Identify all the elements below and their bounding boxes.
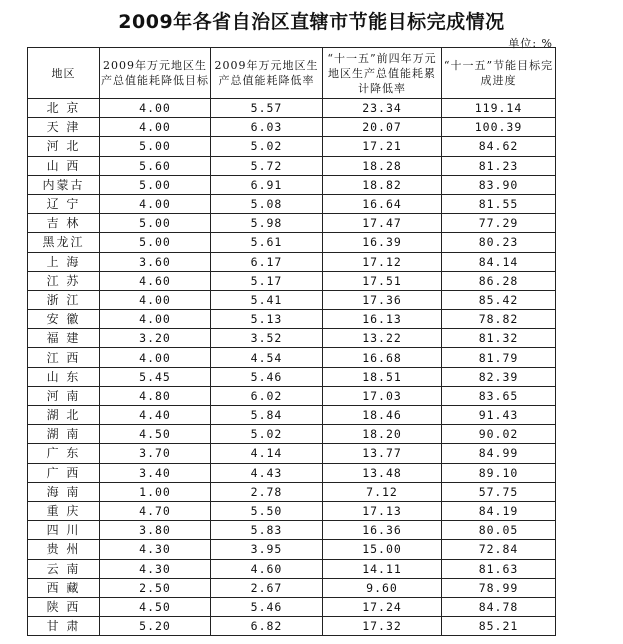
target-2009-cell: 1.00 [100, 482, 211, 501]
region-cell: 安 徽 [28, 310, 100, 329]
region-cell: 湖 北 [28, 406, 100, 425]
progress-cell: 90.02 [442, 425, 556, 444]
rate-2009-cell: 6.02 [211, 386, 323, 405]
table-row [28, 386, 556, 405]
table-row [28, 501, 556, 520]
region-cell: 广 东 [28, 444, 100, 463]
cumulative-rate-cell: 17.13 [323, 501, 442, 520]
target-2009-cell: 3.40 [100, 463, 211, 482]
target-2009-cell: 2.50 [100, 578, 211, 597]
progress-cell: 80.05 [442, 521, 556, 540]
table-row [28, 597, 556, 616]
table-row [28, 348, 556, 367]
rate-2009-cell: 5.08 [211, 194, 323, 213]
target-2009-cell: 4.50 [100, 425, 211, 444]
region-cell: 天 津 [28, 118, 100, 137]
cumulative-rate-cell: 20.07 [323, 118, 442, 137]
target-2009-cell: 4.30 [100, 559, 211, 578]
rate-2009-cell: 5.46 [211, 367, 323, 386]
region-cell: 福 建 [28, 329, 100, 348]
table-header-row [28, 48, 556, 99]
cumulative-rate-cell: 17.47 [323, 214, 442, 233]
region-cell: 河 北 [28, 137, 100, 156]
progress-cell: 91.43 [442, 406, 556, 425]
cumulative-rate-cell: 17.51 [323, 271, 442, 290]
target-2009-cell: 4.50 [100, 597, 211, 616]
target-2009-cell: 5.00 [100, 137, 211, 156]
progress-cell: 72.84 [442, 540, 556, 559]
progress-cell: 85.21 [442, 617, 556, 636]
rate-2009-cell: 5.61 [211, 233, 323, 252]
region-cell: 陕 西 [28, 597, 100, 616]
target-2009-cell: 4.70 [100, 501, 211, 520]
rate-2009-cell: 3.52 [211, 329, 323, 348]
progress-cell: 81.79 [442, 348, 556, 367]
target-2009-cell: 3.80 [100, 521, 211, 540]
target-2009-cell: 4.00 [100, 310, 211, 329]
cumulative-rate-cell: 17.24 [323, 597, 442, 616]
progress-cell: 84.78 [442, 597, 556, 616]
rate-2009-cell: 6.17 [211, 252, 323, 271]
target-2009-cell: 3.20 [100, 329, 211, 348]
progress-cell: 81.32 [442, 329, 556, 348]
rate-2009-cell: 6.91 [211, 175, 323, 194]
table-row [28, 118, 556, 137]
rate-2009-cell: 5.13 [211, 310, 323, 329]
cumulative-rate-cell: 13.22 [323, 329, 442, 348]
table-row [28, 463, 556, 482]
target-2009-cell: 4.00 [100, 99, 211, 118]
region-cell: 重 庆 [28, 501, 100, 520]
region-cell: 河 南 [28, 386, 100, 405]
table-row [28, 578, 556, 597]
progress-cell: 81.55 [442, 194, 556, 213]
cumulative-rate-cell: 17.03 [323, 386, 442, 405]
rate-2009-cell: 4.14 [211, 444, 323, 463]
target-2009-cell: 5.00 [100, 233, 211, 252]
progress-cell: 84.99 [442, 444, 556, 463]
table-row [28, 540, 556, 559]
target-2009-cell: 4.60 [100, 271, 211, 290]
region-cell: 云 南 [28, 559, 100, 578]
cumulative-rate-cell: 17.12 [323, 252, 442, 271]
table-row [28, 233, 556, 252]
progress-cell: 81.63 [442, 559, 556, 578]
cumulative-rate-cell: 16.13 [323, 310, 442, 329]
cumulative-rate-cell: 13.77 [323, 444, 442, 463]
cumulative-rate-cell: 18.28 [323, 156, 442, 175]
progress-cell: 81.23 [442, 156, 556, 175]
cumulative-rate-cell: 18.20 [323, 425, 442, 444]
region-cell: 广 西 [28, 463, 100, 482]
target-2009-cell: 4.00 [100, 194, 211, 213]
region-cell: 浙 江 [28, 290, 100, 309]
cumulative-rate-cell: 23.34 [323, 99, 442, 118]
region-cell: 上 海 [28, 252, 100, 271]
region-cell: 湖 南 [28, 425, 100, 444]
progress-cell: 78.82 [442, 310, 556, 329]
progress-cell: 119.14 [442, 99, 556, 118]
progress-cell: 80.23 [442, 233, 556, 252]
cumulative-rate-cell: 17.36 [323, 290, 442, 309]
header-2009-target: 2009年万元地区生产总值能耗降低目标 [100, 48, 211, 99]
table-row [28, 444, 556, 463]
rate-2009-cell: 3.95 [211, 540, 323, 559]
rate-2009-cell: 5.57 [211, 99, 323, 118]
cumulative-rate-cell: 16.39 [323, 233, 442, 252]
table-row [28, 156, 556, 175]
table-row [28, 194, 556, 213]
region-cell: 北 京 [28, 99, 100, 118]
rate-2009-cell: 5.84 [211, 406, 323, 425]
target-2009-cell: 4.30 [100, 540, 211, 559]
progress-cell: 89.10 [442, 463, 556, 482]
rate-2009-cell: 5.02 [211, 425, 323, 444]
rate-2009-cell: 4.60 [211, 559, 323, 578]
region-cell: 黑龙江 [28, 233, 100, 252]
table-row [28, 290, 556, 309]
progress-cell: 84.14 [442, 252, 556, 271]
table-row [28, 252, 556, 271]
table-row [28, 367, 556, 386]
table-row [28, 137, 556, 156]
region-cell: 江 苏 [28, 271, 100, 290]
rate-2009-cell: 5.17 [211, 271, 323, 290]
rate-2009-cell: 5.50 [211, 501, 323, 520]
table-row [28, 99, 556, 118]
rate-2009-cell: 5.98 [211, 214, 323, 233]
progress-cell: 78.99 [442, 578, 556, 597]
rate-2009-cell: 4.54 [211, 348, 323, 367]
rate-2009-cell: 5.83 [211, 521, 323, 540]
progress-cell: 77.29 [442, 214, 556, 233]
header-cumulative-rate: “十一五”前四年万元地区生产总值能耗累计降低率 [323, 48, 442, 99]
target-2009-cell: 4.00 [100, 290, 211, 309]
rate-2009-cell: 5.41 [211, 290, 323, 309]
region-cell: 四 川 [28, 521, 100, 540]
progress-cell: 82.39 [442, 367, 556, 386]
region-cell: 西 藏 [28, 578, 100, 597]
unit-label: 单位: % [508, 37, 553, 50]
target-2009-cell: 3.60 [100, 252, 211, 271]
target-2009-cell: 5.60 [100, 156, 211, 175]
header-region: 地区 [28, 48, 100, 99]
rate-2009-cell: 5.46 [211, 597, 323, 616]
region-cell: 海 南 [28, 482, 100, 501]
rate-2009-cell: 5.02 [211, 137, 323, 156]
target-2009-cell: 4.80 [100, 386, 211, 405]
table-row [28, 329, 556, 348]
progress-cell: 84.19 [442, 501, 556, 520]
region-cell: 内蒙古 [28, 175, 100, 194]
header-progress: “十一五”节能目标完成进度 [442, 48, 556, 99]
progress-cell: 83.90 [442, 175, 556, 194]
progress-cell: 86.28 [442, 271, 556, 290]
table-row [28, 214, 556, 233]
target-2009-cell: 5.45 [100, 367, 211, 386]
table-row [28, 617, 556, 636]
cumulative-rate-cell: 18.46 [323, 406, 442, 425]
progress-cell: 100.39 [442, 118, 556, 137]
target-2009-cell: 5.00 [100, 175, 211, 194]
target-2009-cell: 4.00 [100, 118, 211, 137]
rate-2009-cell: 6.82 [211, 617, 323, 636]
target-2009-cell: 5.20 [100, 617, 211, 636]
cumulative-rate-cell: 13.48 [323, 463, 442, 482]
table-row [28, 175, 556, 194]
rate-2009-cell: 6.03 [211, 118, 323, 137]
page-title: 2009年各省自治区直辖市节能目标完成情况 [118, 11, 505, 33]
table-row [28, 310, 556, 329]
region-cell: 山 东 [28, 367, 100, 386]
cumulative-rate-cell: 17.32 [323, 617, 442, 636]
cumulative-rate-cell: 15.00 [323, 540, 442, 559]
cumulative-rate-cell: 17.21 [323, 137, 442, 156]
table-row [28, 271, 556, 290]
table-row [28, 425, 556, 444]
progress-cell: 85.42 [442, 290, 556, 309]
table-row [28, 406, 556, 425]
table-row [28, 559, 556, 578]
progress-cell: 84.62 [442, 137, 556, 156]
header-2009-rate: 2009年万元地区生产总值能耗降低率 [211, 48, 323, 99]
region-cell: 山 西 [28, 156, 100, 175]
rate-2009-cell: 2.78 [211, 482, 323, 501]
cumulative-rate-cell: 7.12 [323, 482, 442, 501]
table-row [28, 521, 556, 540]
cumulative-rate-cell: 16.36 [323, 521, 442, 540]
progress-cell: 57.75 [442, 482, 556, 501]
target-2009-cell: 3.70 [100, 444, 211, 463]
target-2009-cell: 5.00 [100, 214, 211, 233]
cumulative-rate-cell: 14.11 [323, 559, 442, 578]
table-body [28, 99, 556, 636]
region-cell: 吉 林 [28, 214, 100, 233]
target-2009-cell: 4.00 [100, 348, 211, 367]
region-cell: 甘 肃 [28, 617, 100, 636]
region-cell: 辽 宁 [28, 194, 100, 213]
rate-2009-cell: 4.43 [211, 463, 323, 482]
cumulative-rate-cell: 18.51 [323, 367, 442, 386]
cumulative-rate-cell: 16.64 [323, 194, 442, 213]
target-2009-cell: 4.40 [100, 406, 211, 425]
energy-target-table [27, 47, 556, 636]
table-row [28, 482, 556, 501]
progress-cell: 83.65 [442, 386, 556, 405]
cumulative-rate-cell: 16.68 [323, 348, 442, 367]
cumulative-rate-cell: 18.82 [323, 175, 442, 194]
region-cell: 贵 州 [28, 540, 100, 559]
region-cell: 江 西 [28, 348, 100, 367]
cumulative-rate-cell: 9.60 [323, 578, 442, 597]
rate-2009-cell: 2.67 [211, 578, 323, 597]
rate-2009-cell: 5.72 [211, 156, 323, 175]
